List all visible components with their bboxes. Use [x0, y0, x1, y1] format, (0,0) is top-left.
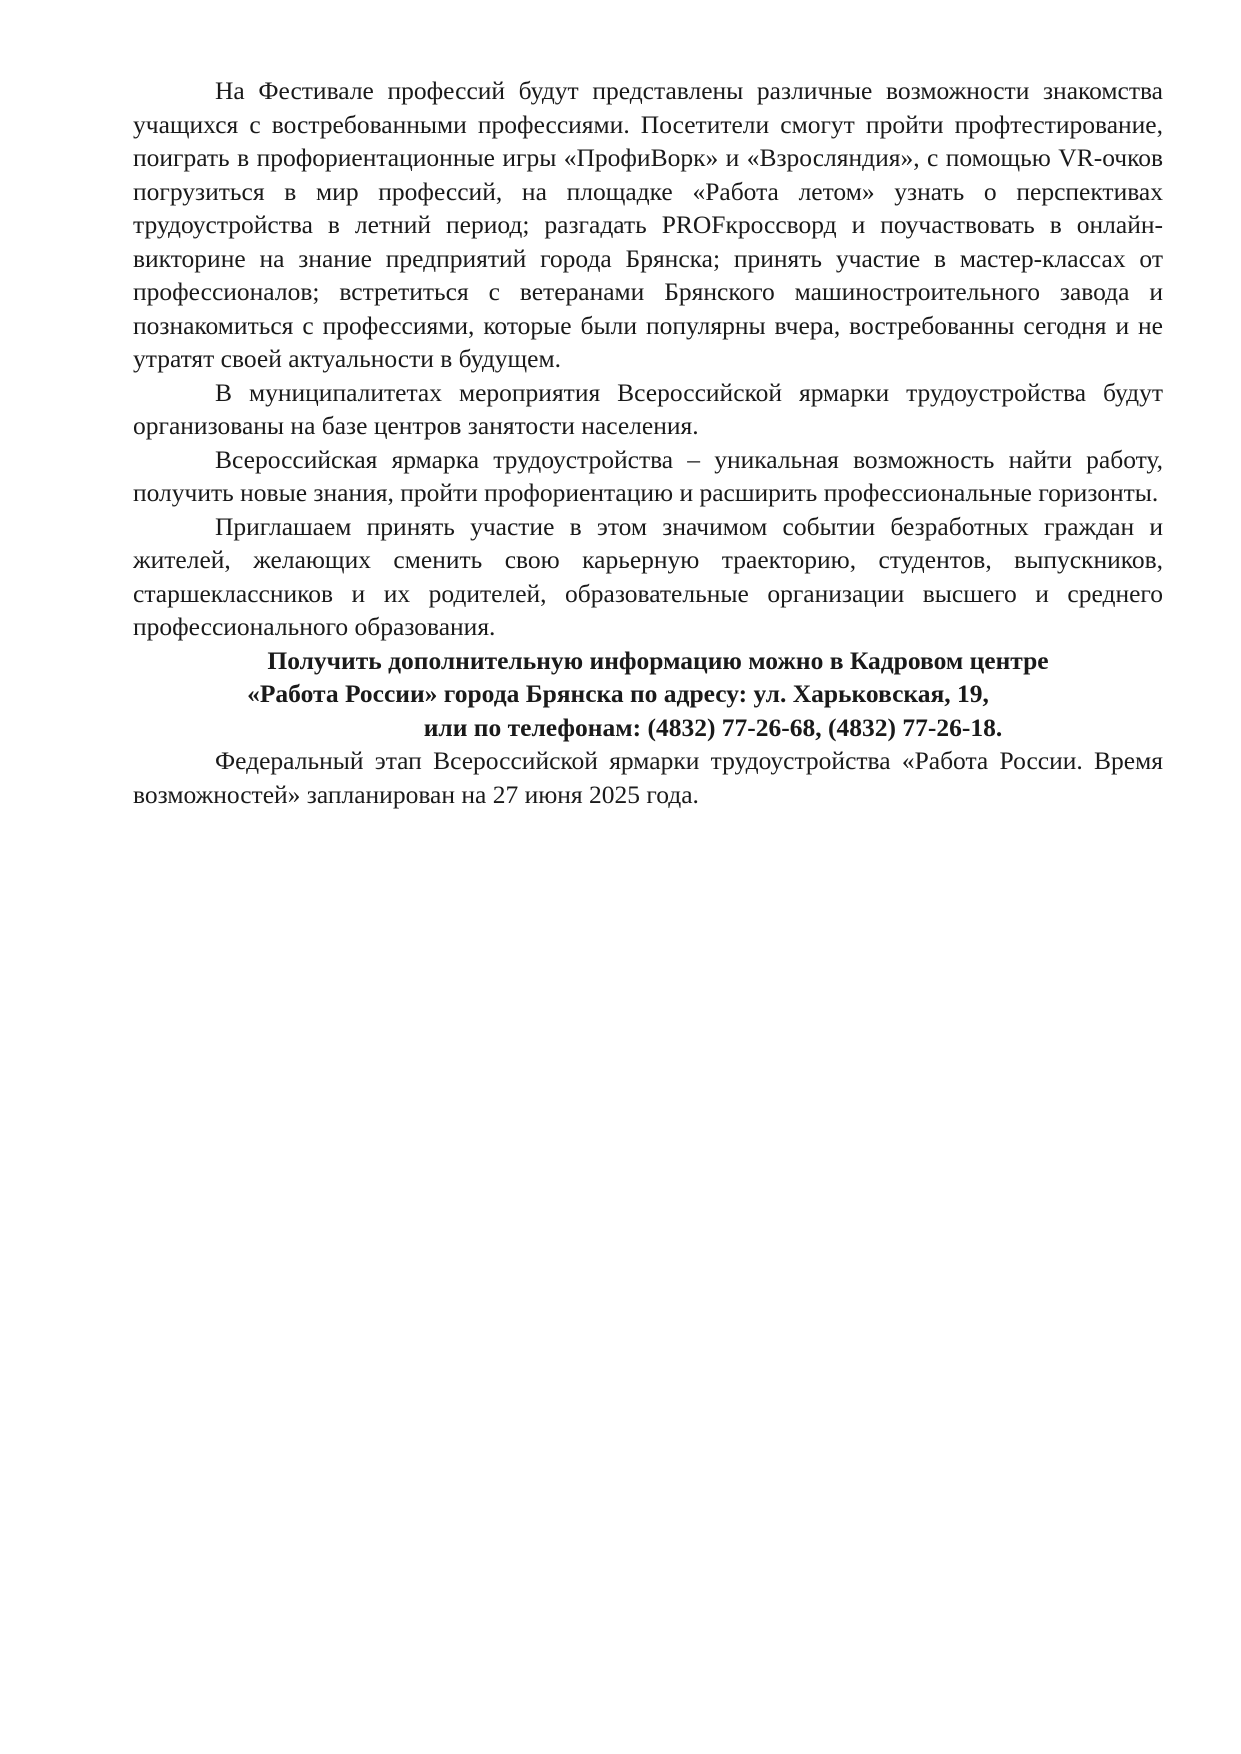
- paragraph-fair-opportunity: Всероссийская ярмарка трудоустройства – уникальная возможность найти работу, получить новые знания, пройти профориентацию и расширить профессиональные горизонты.: [133, 444, 1163, 507]
- contact-block: [133, 644, 1163, 745]
- paragraph-festival: На Фестивале профессий будут представлены различные возможности знакомства учащихся с востребованными профессиями. Посетители смогут пройти профтестирование, поиграть в профориентационные игры «ПрофиВорк» и «Взросляндия», с помощью VR-очков погрузиться в мир профессий, на площадке «Работа летом» узнать о перспективах трудоустройства в летний период; разгадать PROFкроссворд и поучаствовать в онлайн-викторине на знание предприятий города Брянска; принять участие в мастер-классах от профессионалов; встретиться с ветеранами Брянского машиностроительного завода и познакомиться с профессиями, которые были популярны вчера, востребованны сегодня и не утратят своей актуальности в будущем.: [133, 76, 1163, 373]
- paragraph-invitation: Приглашаем принять участие в этом значимом событии безработных граждан и жителей, желающих сменить свою карьерную траекторию, студентов, выпускников, старшеклассников и их родителей, образовательные организации высшего и среднего профессионального образования.: [133, 511, 1163, 641]
- paragraph-municipalities: В муниципалитетах мероприятия Всероссийской ярмарки трудоустройства будут организованы на базе центров занятости населения.: [133, 377, 1163, 440]
- paragraph-federal-stage: Федеральный этап Всероссийской ярмарки трудоустройства «Работа России. Время возможностей» запланирован на 27 июня 2025 года.: [133, 746, 1163, 809]
- document-page: [133, 74, 1163, 811]
- contact-line-3: или по телефонам: (4832) 77-26-68, (4832) 77-26-18.: [423, 712, 1003, 742]
- contact-line-2: «Работа России» города Брянска по адресу: ул. Харьковская, 19,: [247, 679, 989, 708]
- contact-line-1: Получить дополнительную информацию можно в Кадровом центре: [267, 645, 1049, 675]
